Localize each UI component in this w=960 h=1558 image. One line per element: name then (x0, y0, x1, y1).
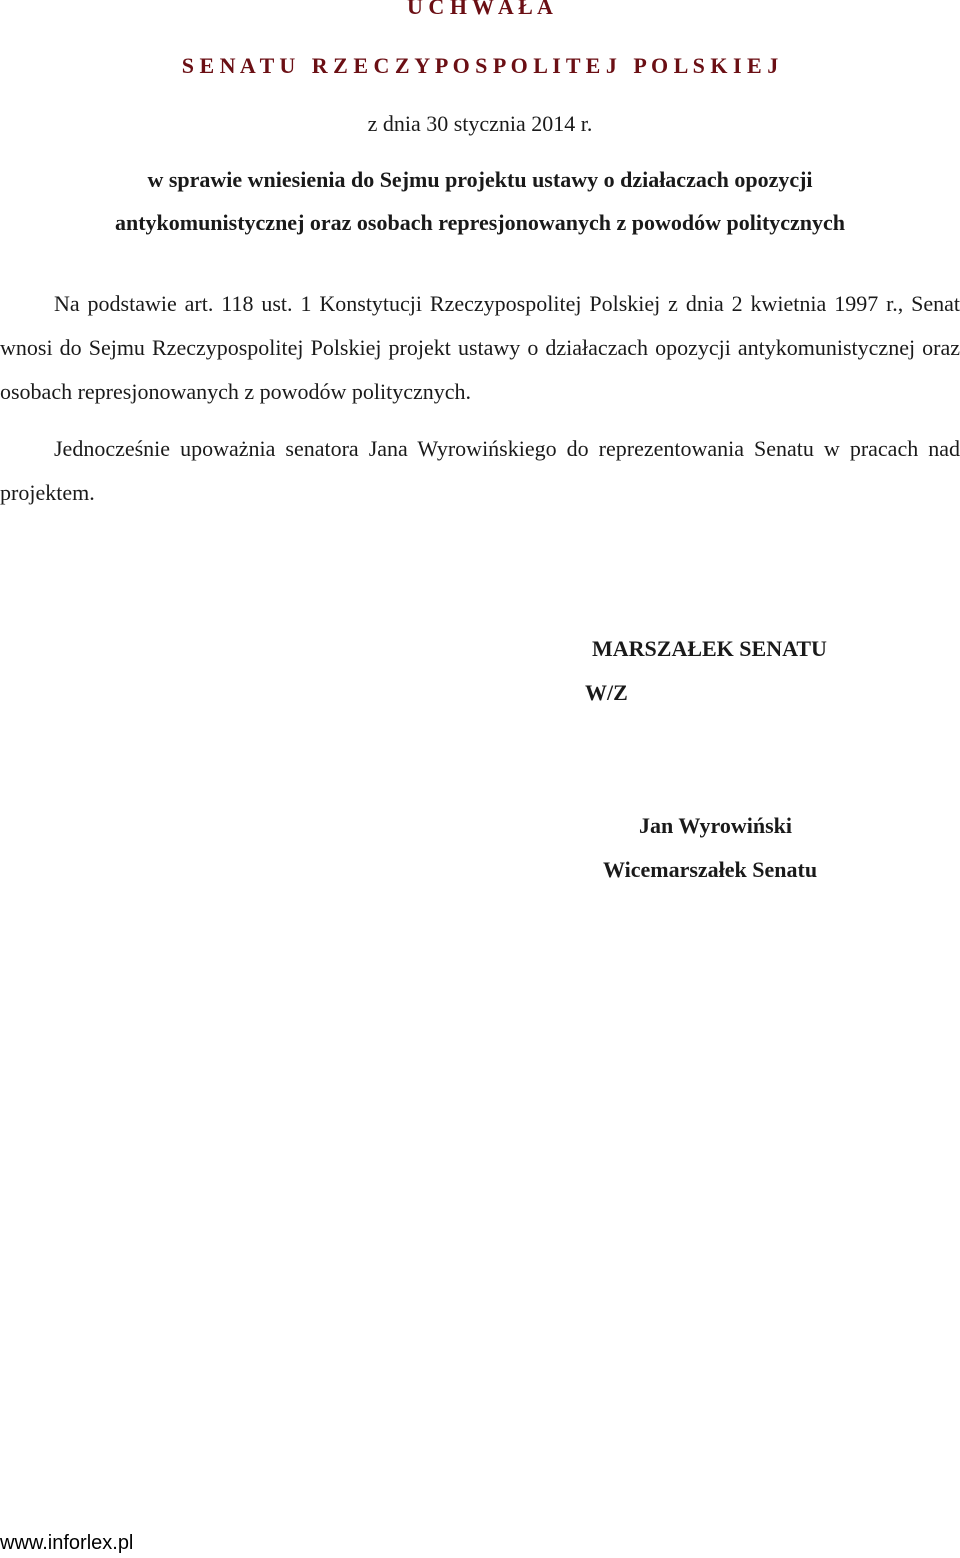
subject-line-1: w sprawie wniesienia do Sejmu projektu ustawy o działaczach opozycji (147, 167, 813, 192)
body-paragraph-1 (0, 282, 960, 414)
signature-office: MARSZAŁEK SENATU (592, 636, 827, 661)
document-issuer: S E N A T U R Z E C Z Y P O S P O L I T E J P O L S K I E J (181, 53, 779, 78)
signature-name: Jan Wyrowiński (639, 813, 793, 838)
body-paragraph-2-text: Jednocześnie upoważnia senatora Jana Wyrowińskiego do reprezentowania Senatu w pracach nad projektem. (0, 436, 960, 505)
subject-line-2: antykomunistycznej oraz osobach represjonowanych z powodów politycznych (114, 210, 846, 235)
body-paragraph-1-text: Na podstawie art. 118 ust. 1 Konstytucji Rzeczypospolitej Polskiej z dnia 2 kwietnia 1997 r., Senat wnosi do Sejmu Rzeczypospolitej Polskiej projekt ustawy o działaczach opozycji antykomunistycznej oraz osobach represjonowanych z powodów politycznych. (0, 291, 960, 404)
footer-url[interactable]: www.inforlex.pl (0, 1532, 134, 1554)
signature-on-behalf: W/Z (585, 680, 628, 705)
signature-role: Wicemarszałek Senatu (603, 857, 818, 882)
document-title: U C H W A Ł A (407, 0, 553, 19)
body-paragraph-2 (0, 427, 960, 515)
document-date: z dnia 30 stycznia 2014 r. (367, 111, 593, 136)
